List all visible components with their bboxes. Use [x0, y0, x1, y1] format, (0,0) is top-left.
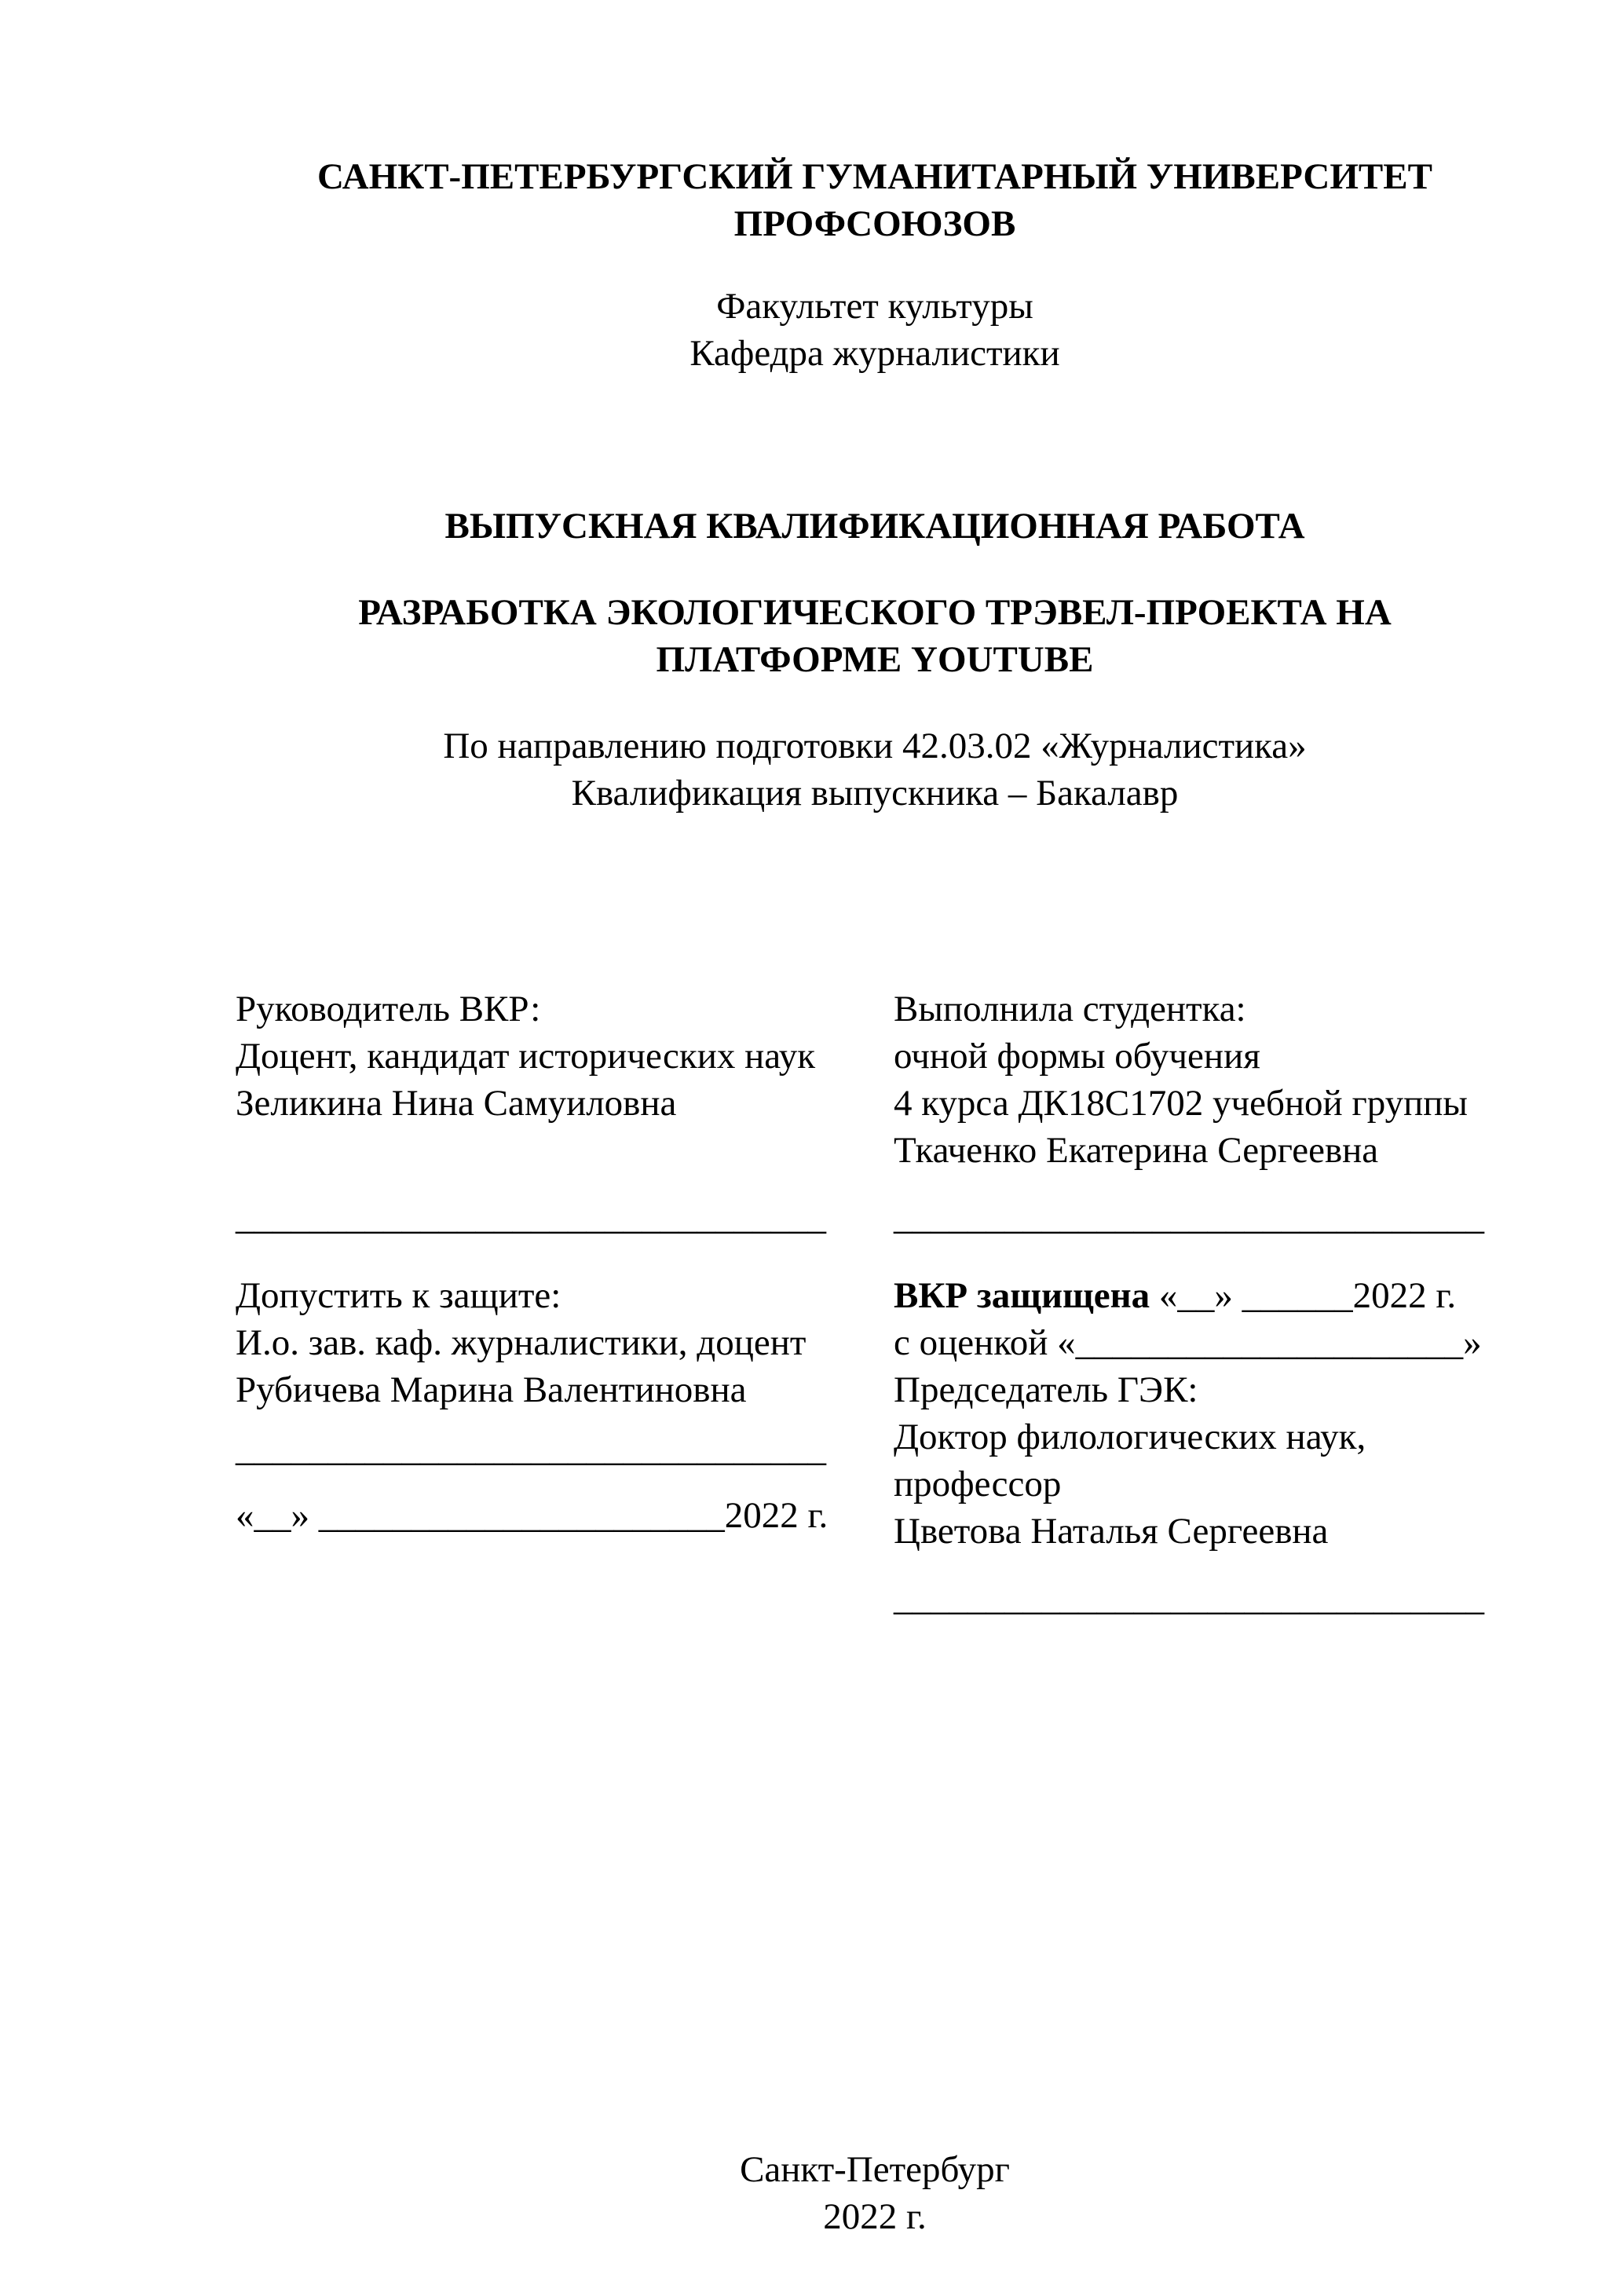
faculty-department-block: [236, 283, 1514, 377]
university-line-2: ПРОФСОЮЗОВ: [733, 203, 1016, 244]
qualification-line: Квалификация выпускника – Бакалавр: [571, 773, 1179, 813]
student-form: очной формы обучения: [894, 1036, 1260, 1077]
footer-year: 2022 г.: [823, 2196, 927, 2237]
footer-city: Санкт-Петербург: [740, 2149, 1010, 2190]
chair-degree: Доктор филологических наук,: [894, 1417, 1366, 1457]
thesis-title: [236, 589, 1514, 683]
supervisor-section: [236, 985, 852, 1241]
right-column: [894, 985, 1514, 1621]
work-type-heading: [236, 503, 1514, 550]
gek-chair-heading: Председатель ГЭК:: [894, 1369, 1198, 1410]
direction-line: По направлению подготовки 42.03.02 «Журналистика»: [443, 726, 1307, 766]
university-line-1: САНКТ-ПЕТЕРБУРГСКИЙ ГУМАНИТАРНЫЙ УНИВЕРСИТЕТ: [317, 156, 1432, 197]
left-column: [236, 985, 852, 1621]
student-section: [894, 985, 1514, 1241]
admission-signature-line: ________________________________: [236, 1428, 826, 1469]
chair-title: профессор: [894, 1464, 1062, 1504]
defense-signature-line: ________________________________: [894, 1578, 1484, 1618]
student-role-label: Выполнила студентка:: [894, 989, 1246, 1029]
thesis-title-line-2: ПЛАТФОРМЕ YOUTUBE: [656, 639, 1094, 680]
defense-grade-line: с оценкой «_____________________»: [894, 1322, 1482, 1363]
student-name: Ткаченко Екатерина Сергеевна: [894, 1130, 1379, 1171]
footer-block: [236, 2146, 1514, 2240]
defense-status-bold: ВКР защищена: [894, 1275, 1150, 1316]
supervisor-role-label: Руководитель ВКР:: [236, 989, 541, 1029]
thesis-title-line-1: РАЗРАБОТКА ЭКОЛОГИЧЕСКОГО ТРЭВЕЛ-ПРОЕКТА НА: [358, 592, 1392, 633]
supervisor-name: Зеликина Нина Самуиловна: [236, 1083, 677, 1124]
chair-name: Цветова Наталья Сергеевна: [894, 1511, 1329, 1552]
admission-name: Рубичева Марина Валентиновна: [236, 1369, 747, 1410]
student-group: 4 курса ДК18С1702 учебной группы: [894, 1083, 1468, 1124]
department-name: Кафедра журналистики: [689, 333, 1060, 374]
supervisor-signature-line: ________________________________: [236, 1197, 826, 1238]
direction-block: [236, 722, 1514, 817]
signatures-columns: [236, 985, 1514, 1621]
admission-section: [236, 1272, 852, 1539]
faculty-name: Факультет культуры: [716, 286, 1033, 327]
defense-section: [894, 1272, 1514, 1621]
defense-status-rest: «__» ______2022 г.: [1150, 1275, 1457, 1316]
student-signature-line: ________________________________: [894, 1197, 1484, 1238]
admission-date-line: «__» ______________________2022 г.: [236, 1495, 828, 1536]
supervisor-degree: Доцент, кандидат исторических наук: [236, 1036, 816, 1077]
admission-position: И.о. зав. каф. журналистики, доцент: [236, 1322, 807, 1363]
university-name: [236, 153, 1514, 247]
work-type-text: ВЫПУСКНАЯ КВАЛИФИКАЦИОННАЯ РАБОТА: [444, 506, 1305, 547]
admission-heading: Допустить к защите:: [236, 1275, 561, 1316]
defense-status-line: [894, 1272, 1514, 1319]
